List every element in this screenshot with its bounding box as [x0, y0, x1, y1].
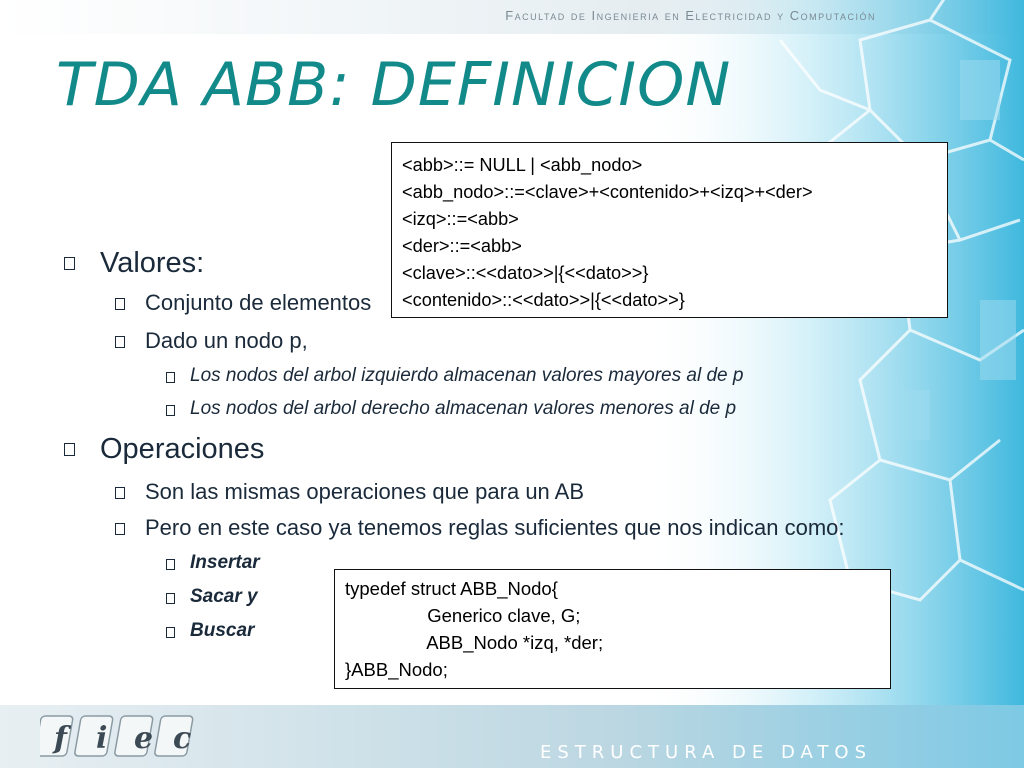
svg-text:e: e — [134, 721, 154, 756]
typedef-line: typedef struct ABB_Nodo{ — [345, 578, 558, 599]
bullet-buscar: Buscar — [190, 620, 254, 642]
svg-text:c: c — [173, 721, 192, 756]
slide-title: TDA ABB: DEFINICION — [56, 50, 732, 120]
square-bullet-icon — [166, 559, 175, 570]
svg-text:f: f — [54, 721, 67, 756]
grammar-line: <der>::=<abb> — [402, 236, 522, 256]
faculty-header: Facultad de Ingenieria en Electricidad y Computación — [505, 8, 876, 23]
square-bullet-icon — [115, 487, 125, 499]
grammar-line: <abb>::= NULL | <abb_nodo> — [402, 155, 643, 175]
grammar-line: <clave>::<<dato>>|{<<dato>>} — [402, 263, 649, 283]
square-bullet-icon — [166, 593, 175, 604]
square-bullet-icon — [64, 443, 75, 456]
typedef-box — [334, 569, 891, 689]
bullet-dado-nodo: Dado un nodo p, — [145, 328, 308, 354]
square-bullet-icon — [64, 257, 75, 270]
grammar-line: <contenido>::<<dato>>|{<<dato>>} — [402, 290, 685, 310]
course-name: ESTRUCTURA DE DATOS — [540, 742, 873, 763]
square-bullet-icon — [115, 336, 125, 348]
bullet-conjunto: Conjunto de elementos — [145, 290, 371, 316]
square-bullet-icon — [166, 627, 175, 638]
bullet-reglas: Pero en este caso ya tenemos reglas suficientes que nos indican como: — [145, 515, 845, 541]
grammar-line: <izq>::=<abb> — [402, 209, 519, 229]
square-bullet-icon — [115, 523, 125, 535]
square-bullet-icon — [166, 372, 175, 383]
bullet-derecho: Los nodos del arbol derecho almacenan valores menores al de p — [190, 398, 736, 420]
bullet-izquierdo: Los nodos del arbol izquierdo almacenan valores mayores al de p — [190, 365, 743, 387]
bullet-operaciones: Operaciones — [100, 433, 264, 466]
bullet-insertar: Insertar — [190, 552, 260, 574]
typedef-line: Generico clave, G; — [345, 605, 581, 626]
typedef-line: ABB_Nodo *izq, *der; — [345, 632, 604, 653]
square-bullet-icon — [166, 405, 175, 416]
fiec-logo — [40, 712, 196, 760]
grammar-line: <abb_nodo>::=<clave>+<contenido>+<izq>+<der> — [402, 182, 813, 202]
bullet-sacar: Sacar y — [190, 586, 258, 608]
typedef-line: }ABB_Nodo; — [345, 659, 448, 680]
bullet-valores: Valores: — [100, 247, 204, 280]
bullet-mismas-operaciones: Son las mismas operaciones que para un AB — [145, 479, 584, 505]
svg-text:i: i — [96, 721, 108, 756]
grammar-box — [391, 142, 948, 318]
square-bullet-icon — [115, 298, 125, 310]
